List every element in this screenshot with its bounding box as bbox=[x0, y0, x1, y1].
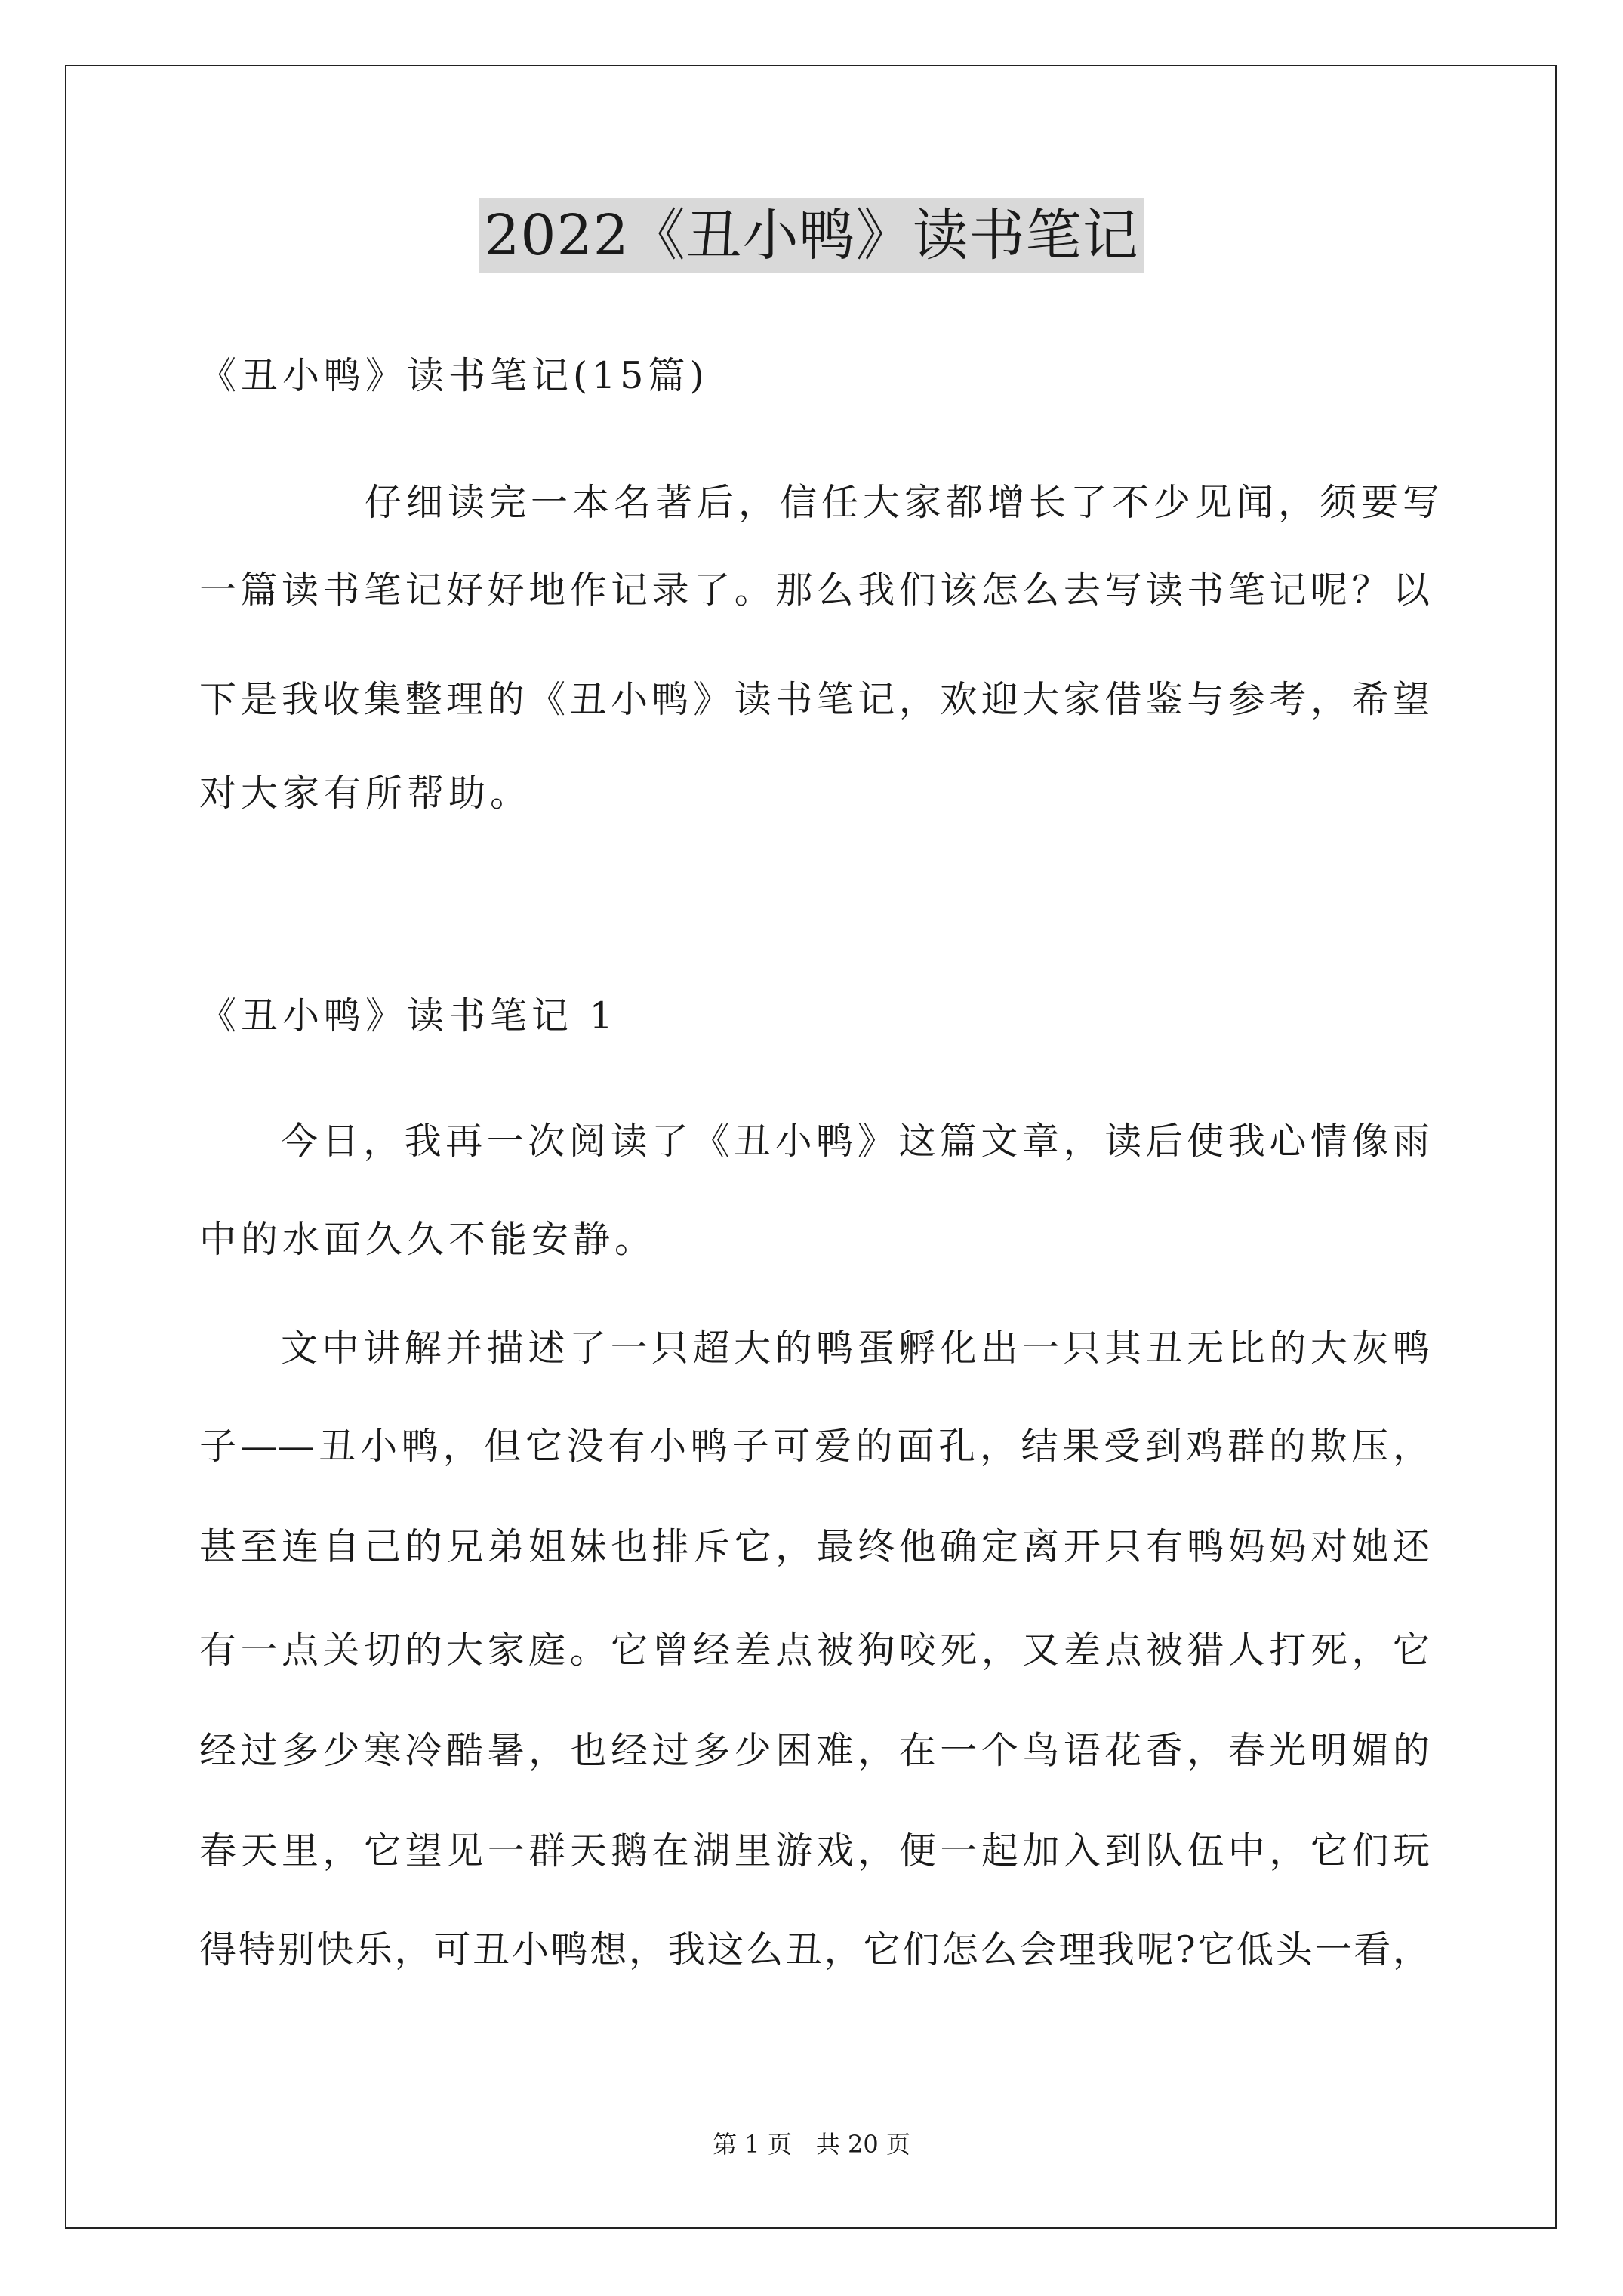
paragraph-line: 甚至连自己的兄弟姐妹也排斥它，最终他确定离开只有鸭妈妈对她还 bbox=[199, 1525, 1430, 1568]
page-number: 第 1 页 共 20 页 bbox=[713, 2130, 910, 2159]
intro-line: 一篇读书笔记好好地作记录了。那么我们该怎么去写读书笔记呢？以 bbox=[199, 569, 1430, 612]
paragraph-line: 今日，我再一次阅读了《丑小鸭》这篇文章，读后使我心情像雨 bbox=[281, 1120, 1430, 1163]
document-subtitle: 《丑小鸭》读书笔记(15篇) bbox=[199, 354, 709, 397]
paragraph-line: 子——丑小鸭，但它没有小鸭子可爱的面孔，结果受到鸡群的欺压， bbox=[199, 1425, 1430, 1468]
paragraph-line: 得特别快乐，可丑小鸭想，我这么丑，它们怎么会理我呢?它低头一看， bbox=[199, 1928, 1430, 1971]
intro-line: 对大家有所帮助。 bbox=[199, 772, 532, 815]
paragraph-line: 中的水面久久不能安静。 bbox=[199, 1218, 657, 1261]
paragraph-line: 文中讲解并描述了一只超大的鸭蛋孵化出一只其丑无比的大灰鸭 bbox=[281, 1327, 1430, 1370]
intro-line: 仔细读完一本名著后，信任大家都增长了不少见闻，须要写 bbox=[365, 481, 1445, 524]
section-heading: 《丑小鸭》读书笔记 1 bbox=[199, 994, 617, 1037]
title-container bbox=[0, 198, 1623, 273]
document-title: 2022《丑小鸭》读书笔记 bbox=[479, 198, 1143, 273]
paragraph-line: 经过多少寒冷酷暑，也经过多少困难，在一个鸟语花香，春光明媚的 bbox=[199, 1729, 1430, 1772]
paragraph-line: 有一点关切的大家庭。它曾经差点被狗咬死，又差点被猎人打死，它 bbox=[199, 1629, 1430, 1672]
intro-line: 下是我收集整理的《丑小鸭》读书笔记，欢迎大家借鉴与参考，希望 bbox=[199, 678, 1430, 721]
paragraph-line: 春天里，它望见一群天鹅在湖里游戏，便一起加入到队伍中，它们玩 bbox=[199, 1829, 1430, 1872]
